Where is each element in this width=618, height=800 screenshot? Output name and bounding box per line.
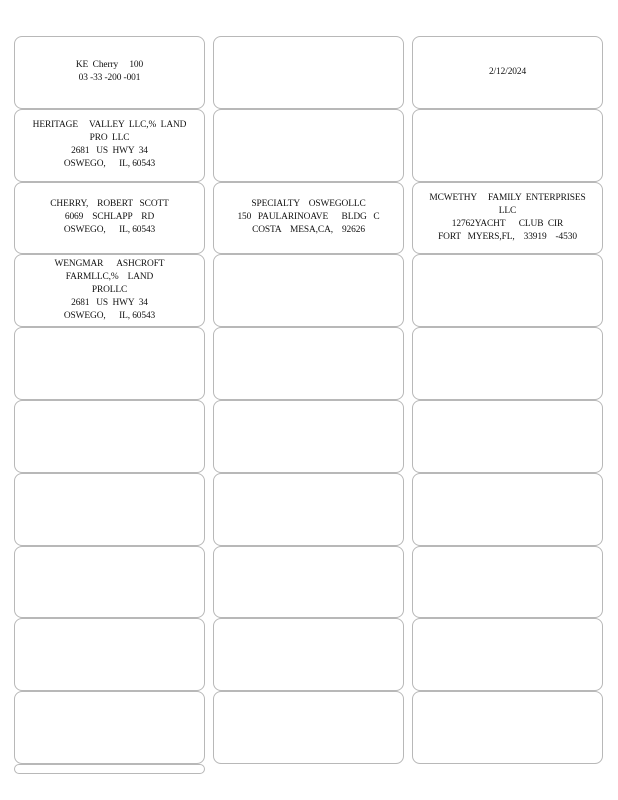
mailing-label [14, 546, 205, 619]
mailing-label [213, 327, 404, 400]
mailing-label [412, 473, 603, 546]
mailing-label [213, 546, 404, 619]
mailing-label [213, 182, 404, 255]
mailing-label [412, 691, 603, 764]
label-line: 2681 US HWY 34 [71, 146, 148, 157]
mailing-label [412, 546, 603, 619]
label-line: OSWEGO, IL, 60543 [63, 159, 156, 170]
mailing-label [14, 182, 205, 255]
mailing-label [213, 109, 404, 182]
label-line: HERITAGE VALLEY LLC,% LAND PRO LLC [32, 120, 194, 144]
label-line: 03 -33 -200 -001 [78, 73, 141, 84]
mailing-label [213, 473, 404, 546]
label-line: OSWEGO, IL, 60543 [63, 225, 156, 236]
mailing-label [412, 327, 603, 400]
mailing-label [14, 691, 205, 764]
label-line: FORT MYERS,FL, 33919 -4530 [438, 231, 577, 242]
label-line: OSWEGO, IL, 60543 [63, 311, 156, 322]
mailing-label [14, 36, 205, 109]
mailing-label [213, 400, 404, 473]
label-line: KE Cherry 100 [75, 60, 144, 71]
label-line: 6069 SCHLAPP RD [64, 212, 155, 223]
label-line: COSTA MESA,CA, 92626 [252, 225, 365, 236]
mailing-label [213, 36, 404, 109]
mailing-label [213, 618, 404, 691]
mailing-label [412, 182, 603, 255]
label-line: 2681 US HWY 34 [71, 298, 148, 309]
mailing-label [412, 254, 603, 327]
mailing-label [412, 36, 603, 109]
label-line: SPECIALTY OSWEGOLLC [251, 199, 366, 210]
mailing-label [412, 109, 603, 182]
label-line: CHERRY, ROBERT SCOTT [50, 199, 169, 210]
mailing-label [213, 254, 404, 327]
label-line: WENGMAR ASHCROFT FARMLLC,% LAND [54, 259, 174, 283]
mailing-label [412, 618, 603, 691]
label-line: PROLLC [91, 285, 128, 296]
mailing-label [213, 691, 404, 764]
label-line: 150 PAULARINOAVE BLDG C [237, 212, 380, 223]
label-sheet [14, 36, 604, 764]
label-line: 12762YACHT CLUB CIR [451, 218, 564, 229]
mailing-label [412, 400, 603, 473]
mailing-label [14, 327, 205, 400]
label-line: MCWETHY FAMILY ENTERPRISES LLC [429, 192, 600, 216]
mailing-label [14, 618, 205, 691]
mailing-label [14, 109, 205, 182]
mailing-label [14, 400, 205, 473]
label-line: 2/12/2024 [488, 66, 527, 77]
mailing-label [14, 473, 205, 546]
mailing-label [14, 764, 205, 774]
mailing-label [14, 254, 205, 327]
